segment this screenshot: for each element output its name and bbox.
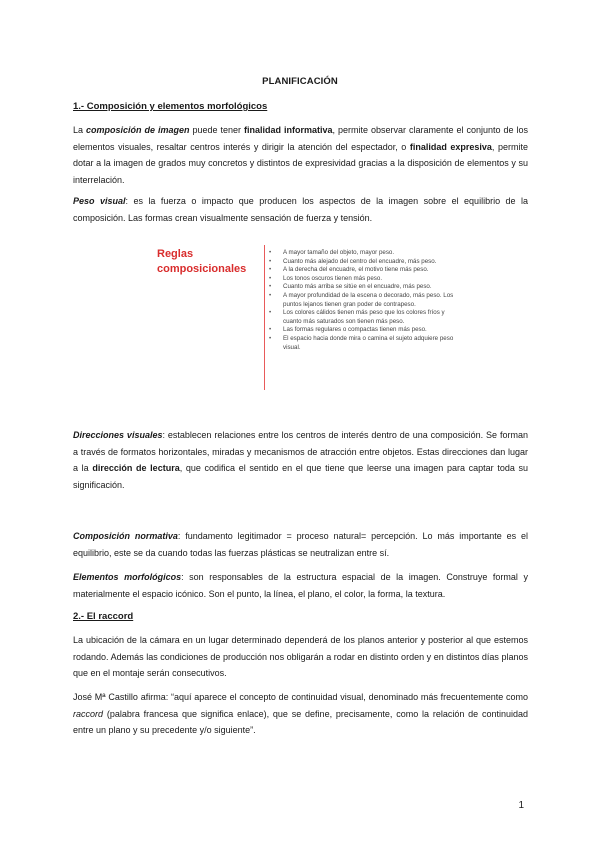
- rules-divider: [264, 245, 265, 390]
- rules-title: Reglas composicionales: [157, 248, 247, 275]
- paragraph-raccord-intro: La ubicación de la cámara en un lugar determinado dependerá de los planos anterior y posterior al que estemos rodando. Además las condiciones de producción nos obligarán a rodar en distinto orden y en distintos días planos que en el montaje serán consecutivos.: [73, 635, 528, 679]
- paragraph-elementos-morfologicos: Elementos morfológicos: son responsables de la estructura espacial de la imagen. Construye formal y materialmente el espacio icónico. Son el punto, la línea, el plano, el color, la forma, la textura.: [73, 572, 528, 599]
- page-number: 1: [518, 800, 524, 811]
- paragraph-raccord-quote: José Mª Castillo afirma: “aquí aparece el concepto de continuidad visual, denominado más frecuentemente como raccord (palabra francesa que significa enlace), que se define, precisamente, como la relación de continuidad entre un plano y su precedente y/o siguiente”.: [73, 692, 528, 736]
- paragraph-direcciones-visuales: Direcciones visuales: establecen relaciones entre los centros de interés dentro de una composición. Se forman a través de formatos horizontales, miradas y mecanismos de atracción entre objetos. Estas direcciones dan lugar a la dirección de lectura, que codifica el sentido en el que tiene que leerse una imagen para captar toda su significación.: [73, 430, 529, 490]
- rule-item: • A mayor tamaño del objeto, mayor peso.: [269, 249, 464, 258]
- rule-item: • Cuanto más alejado del centro del encuadre, más peso.: [269, 258, 464, 267]
- page-title: PLANIFICACIÓN: [262, 76, 338, 87]
- rule-item: • Los colores cálidos tienen más peso que los colores fríos y cuanto más saturados son tienen más peso.: [269, 309, 464, 326]
- paragraph-peso-visual: Peso visual: es la fuerza o impacto que producen los aspectos de la imagen sobre el equilibrio de la composición. Las formas crean visualmente sensación de fuerza y tensión.: [73, 196, 529, 223]
- rule-item: • A mayor profundidad de la escena o decorado, más peso. Los puntos lejanos tienen gran poder de contrapeso.: [269, 292, 464, 309]
- rule-item: • A la derecha del encuadre, el motivo tiene más peso.: [269, 266, 464, 275]
- rules-list: [269, 249, 464, 352]
- paragraph-composicion-normativa: Composición normativa: fundamento legitimador = proceso natural= percepción. Lo más importante es el equilibrio, este se da cuando todas las fuerzas plásticas se neutralizan entre sí.: [73, 531, 528, 558]
- rule-item: • Las formas regulares o compactas tienen más peso.: [269, 326, 464, 335]
- rule-item: • El espacio hacia donde mira o camina el sujeto adquiere peso visual.: [269, 335, 464, 352]
- section-1-heading: 1.- Composición y elementos morfológicos: [73, 101, 268, 112]
- section-2-heading: 2.- El raccord: [73, 611, 134, 622]
- rule-item: • Los tonos oscuros tienen más peso.: [269, 275, 464, 284]
- rule-item: • Cuanto más arriba se sitúe en el encuadre, más peso.: [269, 283, 464, 292]
- rules-figure: [157, 245, 457, 405]
- paragraph-composicion: La composición de imagen puede tener finalidad informativa, permite observar claramente el conjunto de los elementos visuales, resaltar centros interés y dirigir la atención del espectador, o finalidad expresiva, permite dotar a la imagen de grados muy concretos y distintos de expresividad gracias a la disposición de elementos y su interrelación.: [73, 125, 528, 185]
